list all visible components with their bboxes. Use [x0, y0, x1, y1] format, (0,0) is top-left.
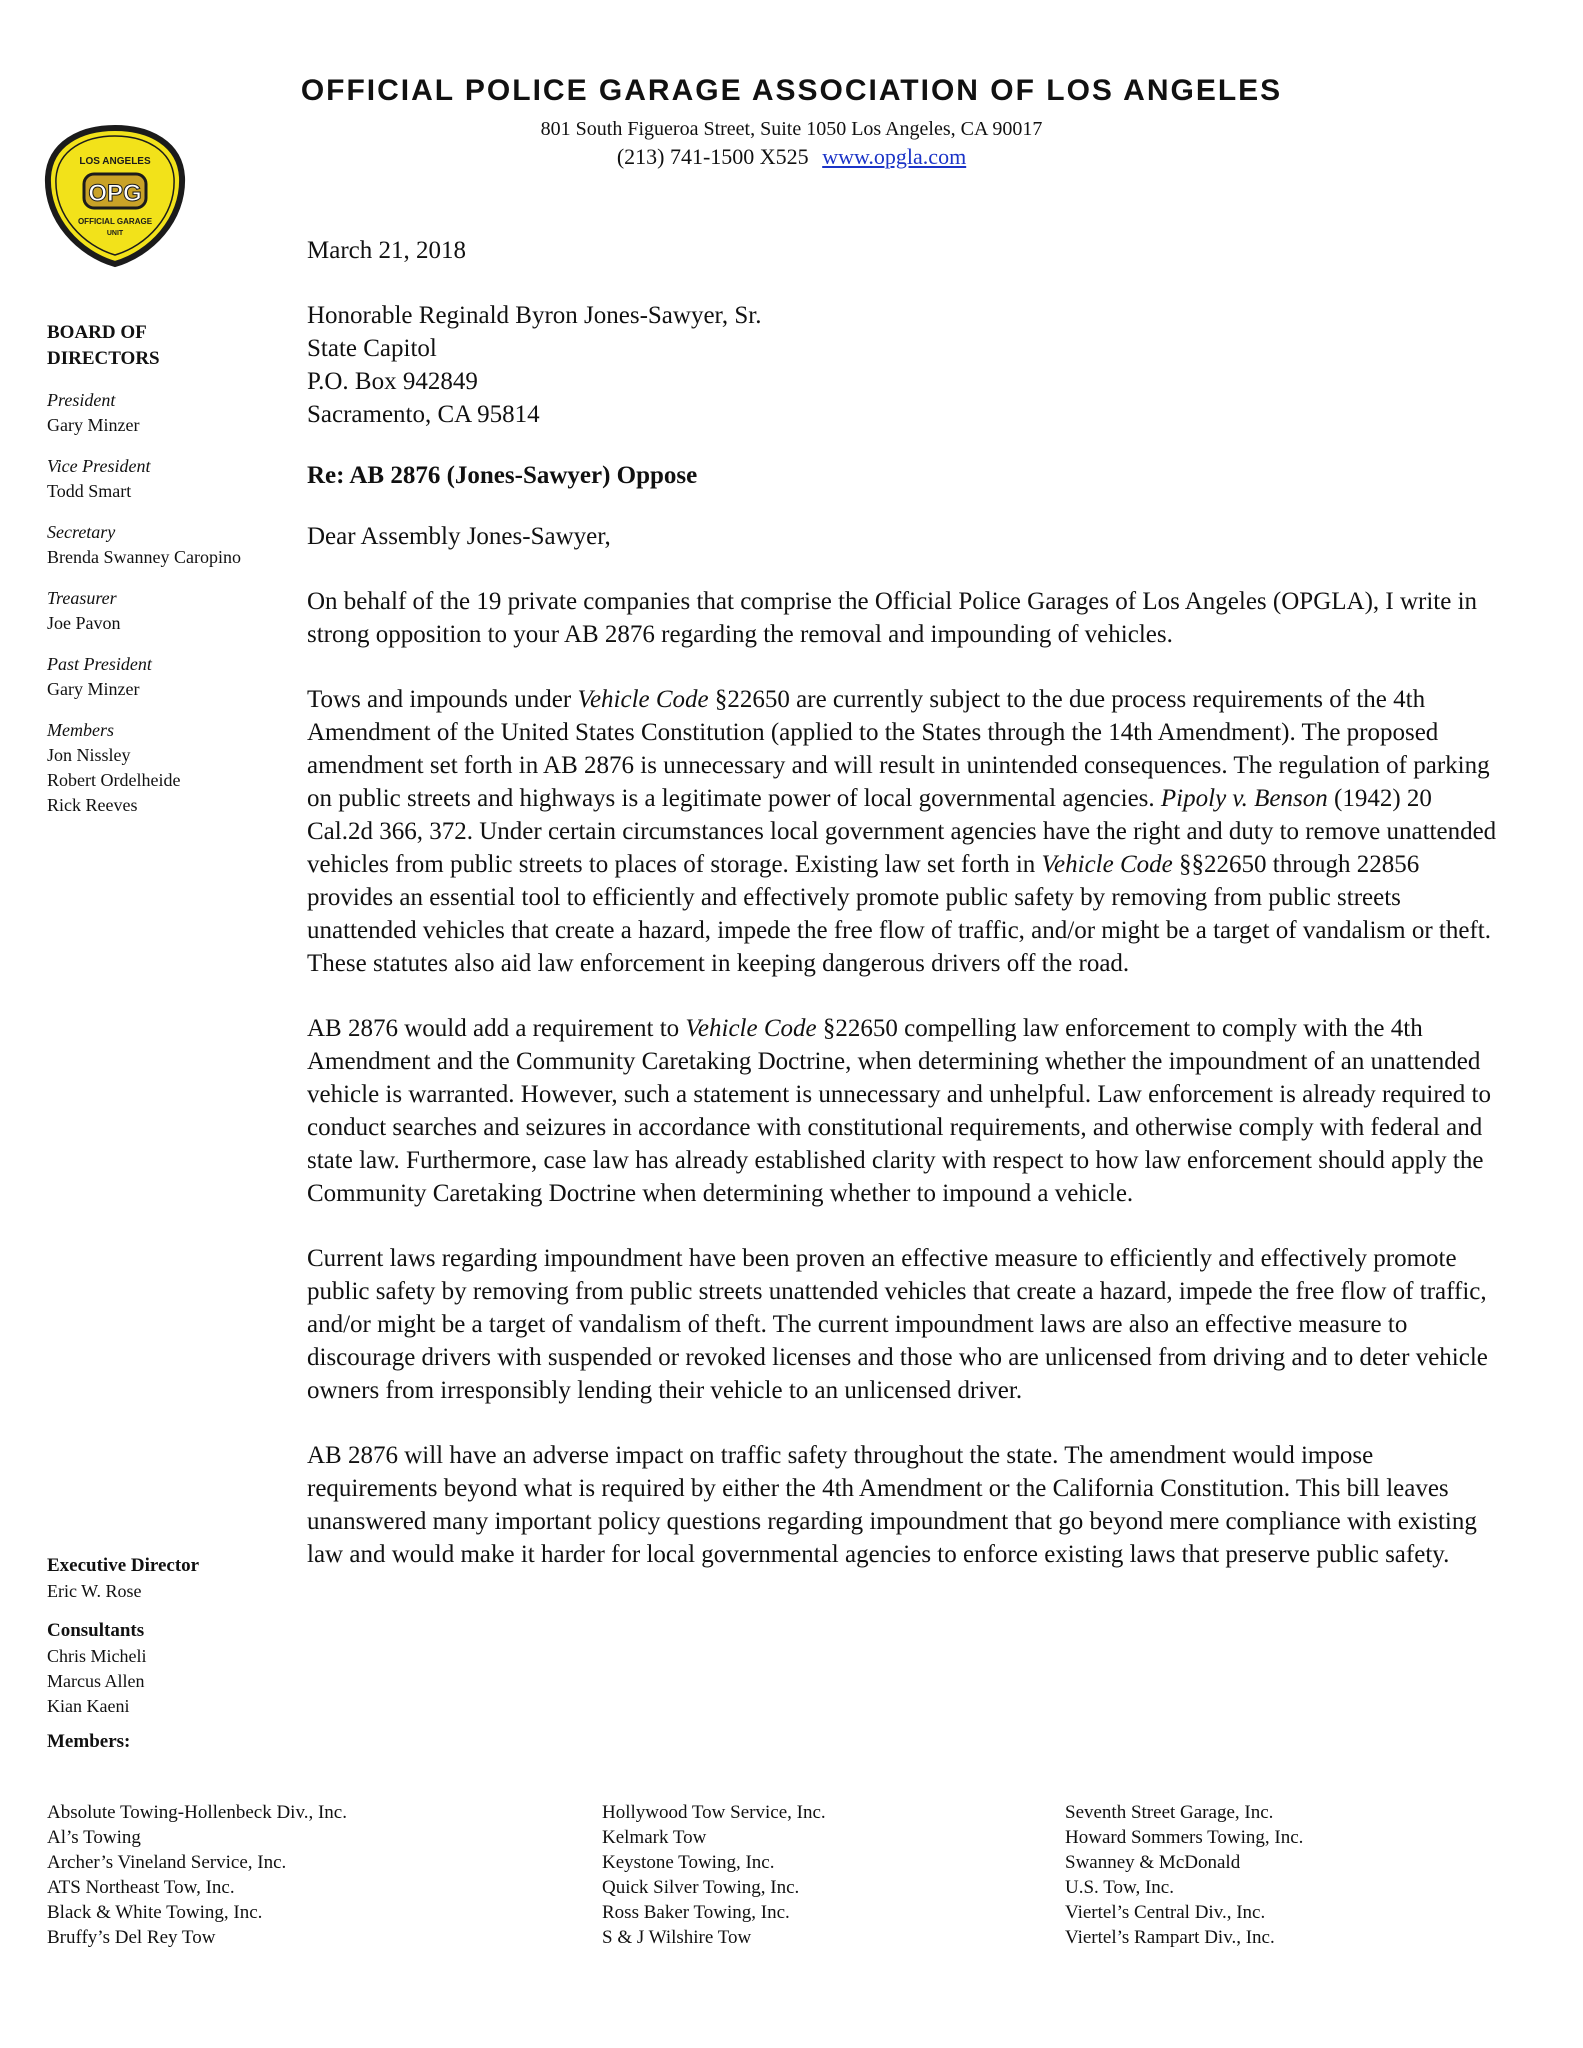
board-role: Treasurer: [47, 588, 117, 608]
org-address: 801 South Figueroa Street, Suite 1050 Los Angeles, CA 90017: [540, 118, 1043, 140]
board-group-members: [47, 718, 297, 818]
board-role: Vice President: [47, 456, 151, 476]
board-role: Past President: [47, 654, 152, 674]
list-item: Swanney & McDonald: [1065, 1852, 1241, 1873]
opg-logo: [40, 122, 190, 268]
board-member-name: Todd Smart: [47, 481, 132, 501]
org-contact: [0, 144, 1583, 170]
executive-section: [47, 1553, 297, 1755]
list-item: Bruffy’s Del Rey Tow: [47, 1927, 216, 1948]
executive-director-name: Eric W. Rose: [47, 1581, 142, 1601]
list-item: ATS Northeast Tow, Inc.: [47, 1877, 235, 1898]
member-column-1: [47, 1800, 347, 1950]
member-column-3: [1065, 1800, 1303, 1950]
paragraph-1: On behalf of the 19 private companies that comprise the Official Police Garages of Los Angeles (OPGLA), I write in strong opposition to your AB 2876 regarding the removal and impounding of vehicles.: [307, 588, 1478, 648]
board-title-2: DIRECTORS: [47, 348, 160, 369]
board-role: Members: [47, 720, 114, 740]
board-group-vice-president: [47, 454, 297, 504]
recipient-line: P.O. Box 942849: [307, 368, 478, 395]
org-website-link[interactable]: www.opgla.com: [822, 144, 967, 169]
board-member-name: Jon Nissley: [47, 745, 131, 765]
members-label: Members:: [47, 1731, 131, 1752]
list-item: Hollywood Tow Service, Inc.: [602, 1802, 826, 1823]
board-member-name: Joe Pavon: [47, 613, 121, 633]
executive-director-label: Executive Director: [47, 1555, 200, 1576]
list-item: Keystone Towing, Inc.: [602, 1852, 775, 1873]
board-role: Secretary: [47, 522, 116, 542]
board-of-directors: [47, 320, 297, 818]
board-group-past-president: [47, 652, 297, 702]
consultant-name: Marcus Allen: [47, 1671, 145, 1691]
list-item: Viertel’s Central Div., Inc.: [1065, 1902, 1266, 1923]
board-group-president: [47, 388, 297, 438]
list-item: S & J Wilshire Tow: [602, 1927, 752, 1948]
letter-subject: Re: AB 2876 (Jones-Sawyer) Oppose: [307, 462, 698, 489]
paragraph-2: Tows and impounds under Vehicle Code §22650 are currently subject to the due process requirements of the 4th Amendment of the United States Constitution (applied to the States through the 14th Amendment). The proposed amendment set forth in AB 2876 is unnecessary and will result in unintended consequences. The regulation of parking on public streets and highways is a legitimate power of local governmental agencies. Pipoly v. Benson (1942) 20 Cal.2d 366, 372. Under certain circumstances local government agencies have the right and duty to remove unattended vehicles from public streets to places of storage. Existing law set forth in Vehicle Code §§22650 through 22856 provides an essential tool to efficiently and effectively promote public safety by removing from public streets unattended vehicles that create a hazard, impede the free flow of traffic, and/or might be a target of vandalism or theft. These statutes also aid law enforcement in keeping dangerous drivers off the road.: [307, 686, 1497, 977]
letter-date: March 21, 2018: [307, 237, 466, 264]
consultant-name: Kian Kaeni: [47, 1696, 130, 1716]
board-member-name: Gary Minzer: [47, 415, 140, 435]
list-item: Archer’s Vineland Service, Inc.: [47, 1852, 287, 1873]
list-item: U.S. Tow, Inc.: [1065, 1877, 1174, 1898]
list-item: Howard Sommers Towing, Inc.: [1065, 1827, 1304, 1848]
list-item: Black & White Towing, Inc.: [47, 1902, 263, 1923]
board-role: President: [47, 390, 116, 410]
list-item: Kelmark Tow: [602, 1827, 707, 1848]
recipient-line: State Capitol: [307, 335, 437, 362]
recipient-line: Honorable Reginald Byron Jones-Sawyer, Sr.: [307, 302, 762, 329]
list-item: Absolute Towing-Hollenbeck Div., Inc.: [47, 1802, 347, 1823]
list-item: Ross Baker Towing, Inc.: [602, 1902, 790, 1923]
list-item: Quick Silver Towing, Inc.: [602, 1877, 800, 1898]
list-item: Viertel’s Rampart Div., Inc.: [1065, 1927, 1275, 1948]
member-column-2: [602, 1800, 826, 1950]
list-item: Al’s Towing: [47, 1827, 141, 1848]
org-phone: (213) 741-1500 X525: [616, 144, 809, 169]
board-member-name: Gary Minzer: [47, 679, 140, 699]
paragraph-5: AB 2876 will have an adverse impact on traffic safety throughout the state. The amendment would impose requirements beyond what is required by either the 4th Amendment or the California Constitution. This bill leaves unanswered many important policy questions regarding impoundment that go beyond mere compliance with existing law and would make it harder for local governmental agencies to enforce existing laws that preserve public safety.: [307, 1442, 1477, 1568]
board-group-treasurer: [47, 586, 297, 636]
board-member-name: Rick Reeves: [47, 795, 138, 815]
logo-bottom-text-1: OFFICIAL GARAGE: [77, 217, 153, 226]
logo-top-text: LOS ANGELES: [79, 156, 151, 167]
board-title-1: BOARD OF: [47, 322, 147, 343]
logo-center-text: OPG: [88, 180, 142, 207]
paragraph-4: Current laws regarding impoundment have been proven an effective measure to efficiently and effectively promote public safety by removing from public streets unattended vehicles that create a hazard, impede the free flow of traffic, and/or might be a target of vandalism of theft. The current impoundment laws are also an effective measure to discourage drivers with suspended or revoked licenses and those who are unlicensed from driving and to deter vehicle owners from irresponsibly lending their vehicle to an unlicensed driver.: [307, 1245, 1488, 1404]
letter-body: [307, 234, 1497, 1571]
letter-salutation: Dear Assembly Jones-Sawyer,: [307, 523, 611, 550]
board-group-secretary: [47, 520, 297, 570]
recipient-block: [307, 299, 1497, 431]
board-member-name: Robert Ordelheide: [47, 770, 181, 790]
board-member-name: Brenda Swanney Caropino: [47, 547, 241, 567]
recipient-line: Sacramento, CA 95814: [307, 401, 540, 428]
logo-bottom-text-2: UNIT: [106, 230, 124, 237]
org-name: OFFICIAL POLICE GARAGE ASSOCIATION OF LOS ANGELES: [300, 74, 1283, 107]
consultants-label: Consultants: [47, 1620, 145, 1641]
paragraph-3: AB 2876 would add a requirement to Vehicle Code §22650 compelling law enforcement to comply with the 4th Amendment and the Community Caretaking Doctrine, when determining whether the impoundment of an unattended vehicle is warranted. However, such a statement is unnecessary and unhelpful. Law enforcement is already required to conduct searches and seizures in accordance with constitutional requirements, and otherwise comply with federal and state law. Furthermore, case law has already established clarity with respect to how law enforcement should apply the Community Caretaking Doctrine when determining whether to impound a vehicle.: [307, 1015, 1491, 1207]
consultant-name: Chris Micheli: [47, 1646, 147, 1666]
list-item: Seventh Street Garage, Inc.: [1065, 1802, 1274, 1823]
